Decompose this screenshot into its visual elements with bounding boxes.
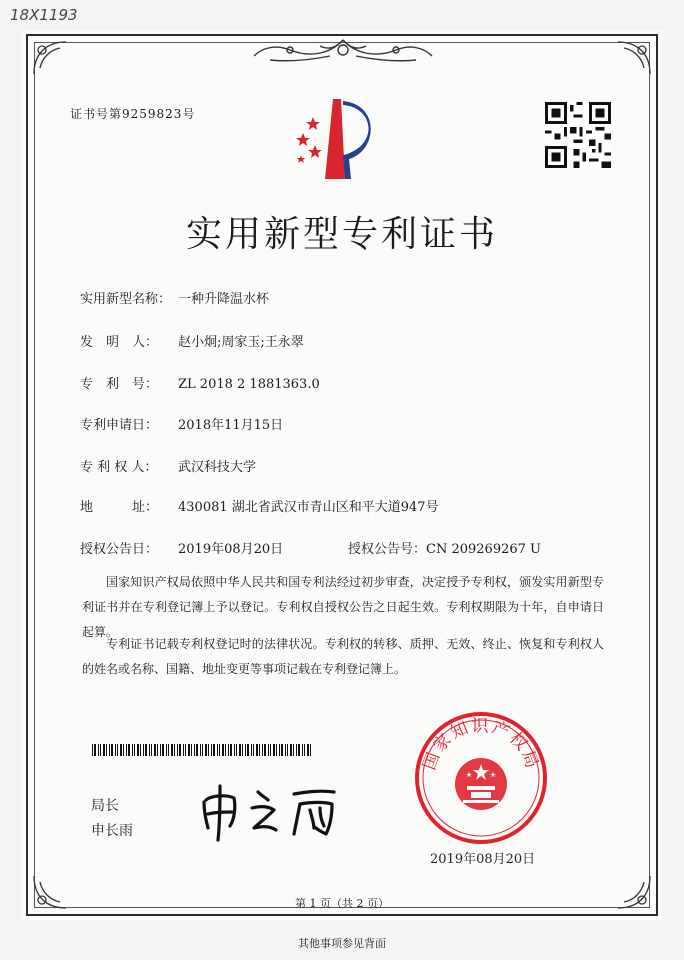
grant-number-label: 授权公告号：	[348, 542, 427, 557]
official-seal-icon	[413, 710, 549, 846]
inventor-value: 赵小炯;周家玉;王永翠	[178, 335, 304, 350]
qr-code-icon	[545, 102, 611, 168]
seal-text: 国家知识产权局	[419, 716, 543, 773]
patentee-value: 武汉科技大学	[178, 460, 257, 475]
patent-number-label: 专 利 号：	[80, 377, 159, 392]
barcode-icon	[92, 744, 314, 756]
legal-status-statement	[82, 632, 604, 682]
cnipa-logo-icon	[285, 95, 385, 185]
inventor-row	[80, 331, 304, 350]
address-row	[80, 496, 439, 515]
application-date-value: 2018年11月15日	[178, 418, 284, 433]
top-ornament-icon	[250, 36, 436, 66]
certificate-title: 实用新型专利证书	[185, 214, 498, 255]
address-value: 430081 湖北省武汉市青山区和平大道947号	[178, 500, 439, 515]
application-date-label: 专利申请日：	[80, 418, 159, 433]
director-title: 局长	[91, 798, 119, 814]
director-signature-icon	[196, 782, 356, 842]
footer-note: 其他事项参见背面	[298, 937, 386, 950]
patent-number-row	[80, 373, 320, 392]
address-label: 地 址：	[80, 500, 159, 515]
utility-name-value: 一种升降温水杯	[178, 292, 270, 307]
grant-date-value: 2019年08月20日	[178, 542, 284, 557]
grant-paragraph-2: 专利证书记载专利权登记时的法律状况。专利权的转移、质押、无效、终止、恢复和专利权人的姓名或名称、国籍、地址变更等事项记载在专利登记簿上。	[82, 637, 604, 676]
patent-number-value: ZL 2018 2 1881363.0	[178, 377, 320, 392]
handwritten-note: 18X1193	[10, 6, 78, 24]
inventor-label: 发 明 人：	[80, 335, 159, 350]
corner-ornament-icon	[30, 38, 70, 78]
corner-ornament-icon	[614, 38, 654, 78]
grant-paragraph-1: 国家知识产权局依照中华人民共和国专利法经过初步审查，决定授予专利权，颁发实用新型专利证书并在专利登记簿上予以登记。专利权自授权公告之日起生效。专利权期限为十年，自申请日起算。	[82, 575, 604, 639]
application-date-row	[80, 414, 283, 433]
certificate-number: 证书号第9259823号	[70, 107, 196, 121]
grant-date-label: 授权公告日：	[80, 542, 159, 557]
director-name: 申长雨	[91, 823, 133, 839]
page-number: 第 1 页（共 2 页）	[295, 897, 389, 910]
grant-date-row	[80, 538, 283, 557]
grant-number-value: CN 209269267 U	[426, 542, 541, 557]
seal-date: 2019年08月20日	[430, 852, 536, 867]
utility-name-row	[80, 288, 269, 307]
patentee-row	[80, 456, 256, 475]
utility-name-label: 实用新型名称：	[80, 292, 172, 307]
grant-number-row	[348, 538, 541, 557]
patentee-label: 专 利 权 人：	[80, 460, 158, 475]
